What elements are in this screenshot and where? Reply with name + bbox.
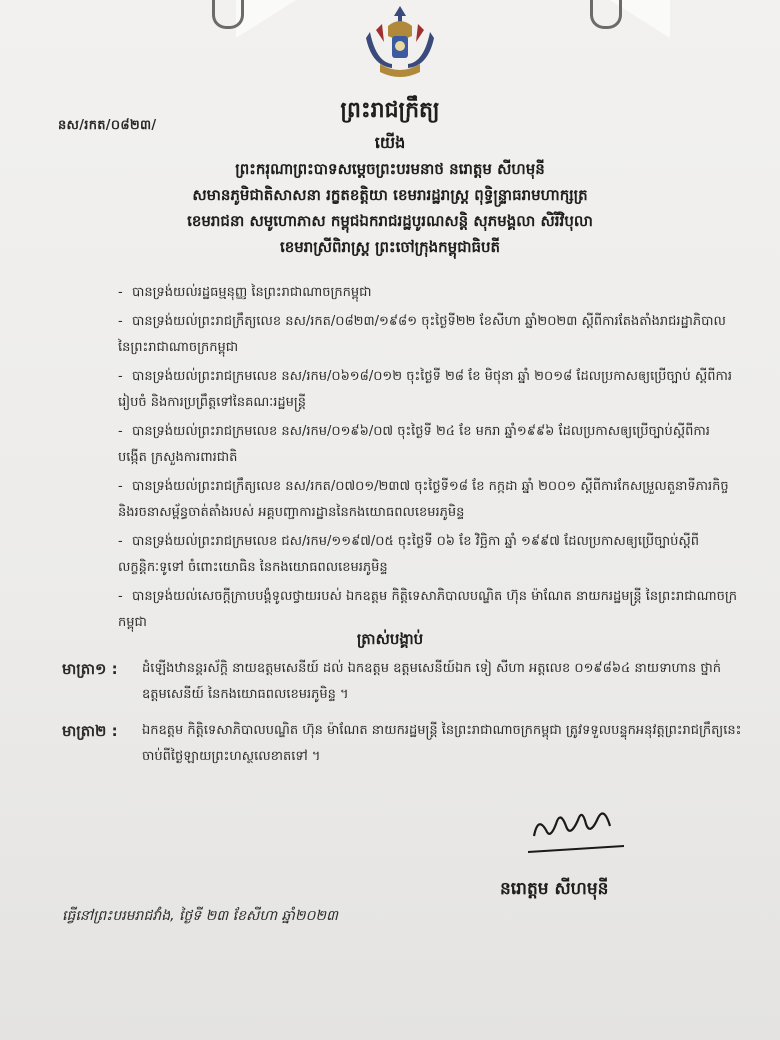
- recital-item: - បានទ្រង់យល់រដ្ឋធម្មនុញ្ញ នៃព្រះរាជាណាចក្រកម្ពុជា: [118, 285, 372, 300]
- article-label: មាត្រា១ :: [62, 660, 118, 678]
- recitals-list: [118, 280, 738, 639]
- article-text: ដំឡើងឋានន្តរស័ក្ដិ នាយឧត្ដមសេនីយ៍ ដល់ ឯកឧត្ដម ឧត្ដមសេនីយ៍ឯក ទៀ សីហា អត្តលេខ ០១៩៨៦៤ នាយទាហាន ថ្នាក់ឧត្ដមសេនីយ៍ នៃកងយោធពលខេមរភូមិន្ទ ។: [142, 661, 722, 702]
- handwritten-signature: [520, 796, 630, 858]
- binder-clip-left: [212, 0, 244, 29]
- recital-item: - បានទ្រង់យល់ព្រះរាជក្រមលេខ នស/រកម/០១៩៦/០៧ ចុះថ្ងៃទី ២៤ ខែ មករា ឆ្នាំ១៩៩៦ ដែលប្រកាសឲ្យប្រើច្បាប់ស្ដីពីការបង្កើត ក្រសួងការពារជាតិ: [118, 424, 710, 465]
- heading-line: សមានភូមិជាតិសាសនា រក្ខតខត្តិយា ខេមរារដ្ឋរាស្ដ្រ ពុទ្ធិន្ទ្រាធរាមហាក្សត្រ: [192, 186, 588, 204]
- paper-fold-left: [236, 0, 296, 38]
- heading-line: ខេមរាជនា សមូហោភាស កម្ពុជឯករាជរដ្ឋបូរណសន្ដិ សុភមង្គលា សិរីវិបុលា: [187, 212, 593, 230]
- document-title: ព្រះរាជក្រឹត្យ: [340, 98, 440, 123]
- heading-line: ខេមរាស្រីពិរាស្ដ្រ ព្រះចៅក្រុងកម្ពុជាធិបតី: [279, 238, 501, 256]
- recital-item: - បានទ្រង់យល់ព្រះរាជក្រឹត្យលេខ នស/រកត/០៨២៣/១៩៨១ ចុះថ្ងៃទី២២ ខែសីហា ឆ្នាំ២០២៣ ស្ដីពីការតែងតាំងរាជរដ្ឋាភិបាល នៃព្រះរាជាណាចក្រកម្ពុជា: [118, 314, 726, 355]
- royal-arms-emblem-icon: [362, 2, 438, 82]
- article-text: ឯកឧត្ដម កិត្តិទេសាភិបាលបណ្ឌិត ហ៊ុន ម៉ាណែត នាយករដ្ឋមន្ត្រី នៃព្រះរាជាណាចក្រកម្ពុជា ត្រូវទទួលបន្ទុកអនុវត្តព្រះរាជក្រឹត្យនេះ ចាប់ពីថ្ងៃឡាយព្រះហស្ថលេខាតទៅ ។: [142, 723, 742, 764]
- binder-clip-right: [590, 0, 622, 29]
- recital-item: - បានទ្រង់យល់សេចក្ដីក្រាបបង្គំទូលថ្វាយរបស់ ឯកឧត្ដម កិត្តិទេសាភិបាលបណ្ឌិត ហ៊ុន ម៉ាណែត នាយករដ្ឋមន្ត្រី នៃព្រះរាជាណាចក្រកម្ពុជា: [118, 589, 737, 630]
- document-subtitle: យើង: [374, 133, 406, 152]
- decision-heading: ត្រាស់បង្គាប់: [356, 630, 424, 648]
- heading-line: ព្រះករុណាព្រះបាទសម្ដេចព្រះបរមនាថ នរោត្ដម សីហមុនី: [235, 160, 545, 178]
- reference-number: នស/រកត/០៨២៣/: [58, 118, 157, 133]
- article-1: [62, 656, 742, 708]
- date-line: ធ្វើនៅព្រះបរមរាជវាំង, ថ្ងៃទី ២៣ ខែសីហា ឆ្នាំ២០២៣: [62, 908, 338, 924]
- signer-name: នរោត្តម សីហមុនី: [500, 879, 609, 899]
- article-2: [62, 718, 742, 770]
- article-label: មាត្រា២ :: [62, 722, 118, 740]
- recital-item: - បានទ្រង់យល់ព្រះរាជក្រឹត្យលេខ នស/រកត/០៧០១/២៣៧ ចុះថ្ងៃទី១៨ ខែ កក្កដា ឆ្នាំ ២០០១ ស្ដីពីការកែសម្រួលតួនាទីភារកិច្ចនិងរចនាសម្ព័ន្ធចាត់តាំងរបស់ អគ្គបញ្ជាការដ្ឋាននៃកងយោធពលខេមរភូមិន្ទ: [118, 479, 729, 520]
- recital-item: - បានទ្រង់យល់ព្រះរាជក្រមលេខ នស/រកម/០៦១៨/០១២ ចុះថ្ងៃទី ២៨ ខែ មិថុនា ឆ្នាំ ២០១៨ ដែលប្រកាសឲ្យប្រើច្បាប់ ស្ដីពីការរៀបចំ និងការប្រព្រឹត្តទៅនៃគណៈរដ្ឋមន្ត្រី: [118, 369, 732, 410]
- recital-item: - បានទ្រង់យល់ព្រះរាជក្រមលេខ ជស/រកម/១១៩៧/០៥ ចុះថ្ងៃទី ០៦ ខែ វិច្ឆិកា ឆ្នាំ ១៩៩៧ ដែលប្រកាសឲ្យប្រើច្បាប់ស្ដីពីលក្ខន្តិកៈទូទៅ ចំពោះយោធិន នៃកងយោធពលខេមរភូមិន្ទ: [118, 534, 700, 575]
